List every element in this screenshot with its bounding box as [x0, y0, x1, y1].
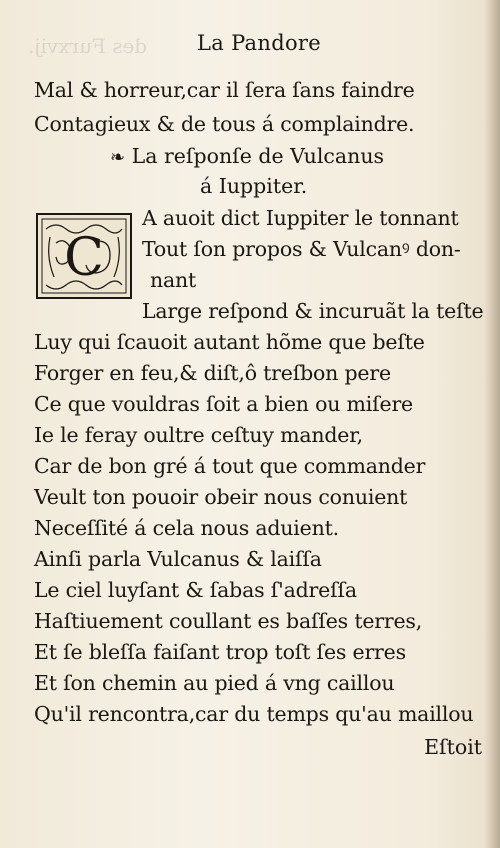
- verse-line: Ce que vouldras ſoit a bien ou miſere: [34, 392, 413, 416]
- verse-line: Qu'il rencontra,car du temps qu'au maillou: [34, 702, 474, 726]
- verse-line: Ainſi parla Vulcanus & laiſſa: [34, 547, 322, 571]
- verse-line: Et ſe bleſſa faiſant trop toſt ſes erres: [34, 640, 406, 664]
- verse-line: Et ſon chemin au pied á vng caillou: [34, 671, 395, 695]
- verse-line: Contagieux & de tous á complaindre.: [34, 112, 415, 136]
- section-heading: [110, 144, 384, 168]
- running-header: [0, 31, 500, 55]
- bleed-through-text: des Furxvij.: [28, 34, 148, 58]
- verse-line: Luy qui ſcauoit autant hõme que beſte: [34, 330, 425, 354]
- page-edge-shadow: [484, 0, 500, 848]
- section-heading-line2: á Iuppiter.: [200, 174, 308, 198]
- section-heading-line1: La reſponſe de Vulcanus: [131, 144, 385, 168]
- verse-line: Neceſſité á cela nous aduient.: [34, 516, 339, 540]
- fleuron-icon: ❧: [110, 147, 126, 168]
- verse-line: Large reſpond & incuruãt la teſte: [142, 299, 484, 323]
- verse-line: Tout ſon propos & Vulcanꝰ don-: [142, 237, 461, 261]
- verse-line: Forger en feu,& diſt,ô treſbon pere: [34, 361, 391, 385]
- verse-line: Le ciel luyſant & ſabas ſ'adreſſa: [34, 578, 357, 602]
- verse-line: nant: [150, 268, 197, 292]
- verse-line: Ie le feray oultre ceſtuy mander,: [34, 423, 363, 447]
- verse-line: Mal & horreur,car il ſera ſans faindre: [34, 78, 415, 102]
- decorated-initial: [36, 213, 132, 299]
- catchword: Eſtoit: [424, 735, 482, 759]
- verse-line: Veult ton pouoir obeir nous conuient: [34, 485, 408, 509]
- page-title: La Pandore: [197, 31, 321, 55]
- verse-line: Haſtiuement coullant es baſſes terres,: [34, 609, 423, 633]
- initial-letter: C: [64, 228, 104, 288]
- verse-line: A auoit dict Iuppiter le tonnant: [142, 206, 459, 230]
- verse-line: Car de bon gré á tout que commander: [34, 454, 426, 478]
